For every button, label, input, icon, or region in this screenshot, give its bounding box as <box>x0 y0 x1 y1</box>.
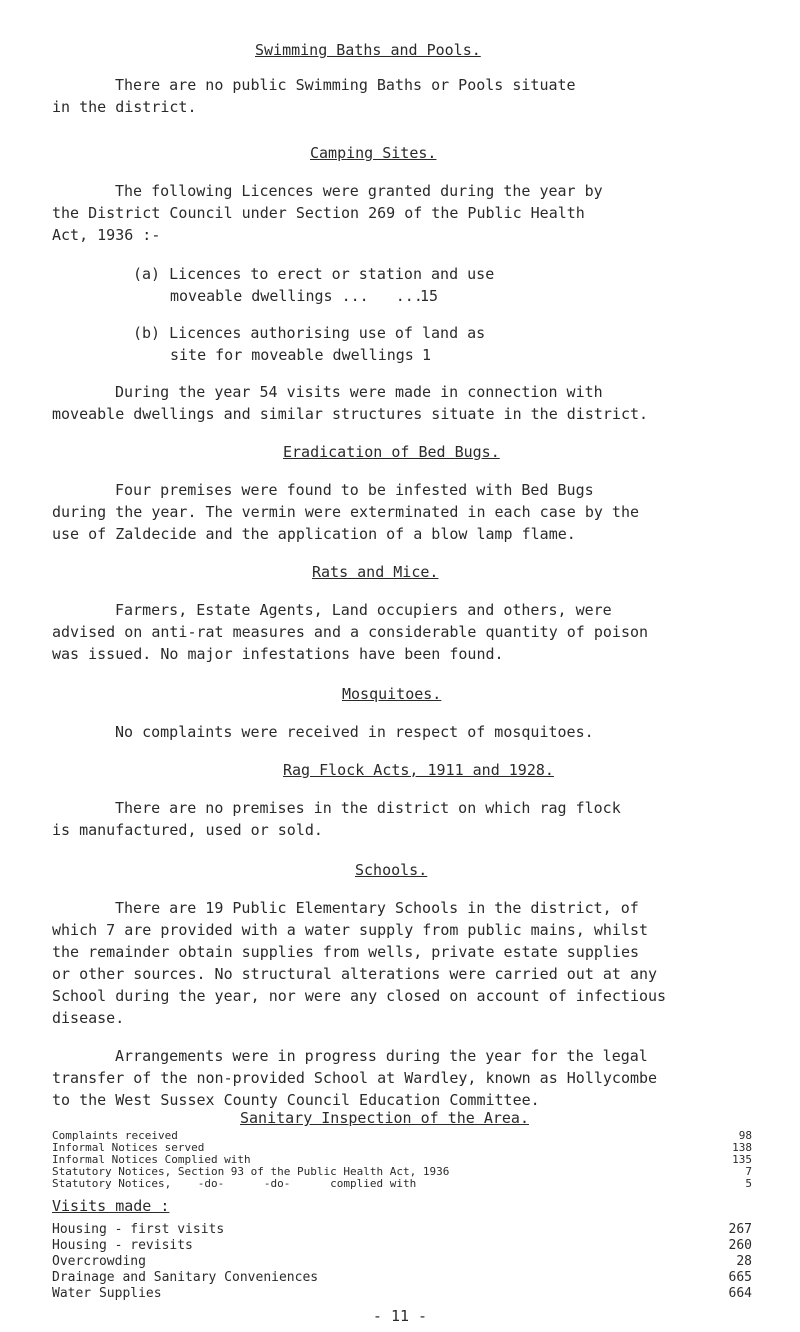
sanitary-row-label: Informal Notices served <box>52 1141 205 1154</box>
schools-line: disease. <box>52 1009 125 1027</box>
visits-row-label: Housing - revisits <box>52 1238 193 1253</box>
camping-item-a: (a) Licences to erect or station and use <box>133 265 495 283</box>
visits-row-value: 28 <box>736 1254 752 1269</box>
swimming-line: There are no public Swimming Baths or Pools situate <box>115 76 576 94</box>
visits-row-label: Drainage and Sanitary Conveniences <box>52 1270 319 1285</box>
mosquitoes-line: No complaints were received in respect of mosquitoes. <box>115 723 594 741</box>
sanitary-row-label: Statutory Notices, -do- -do- complied with <box>52 1177 417 1190</box>
camping-item-b: (b) Licences authorising use of land as <box>133 324 486 342</box>
schools-arrangement-line: Arrangements were in progress during the year for the legal <box>115 1047 648 1065</box>
schools-line: or other sources. No structural alterations were carried out at any <box>52 965 658 983</box>
schools-line: which 7 are provided with a water supply from public mains, whilst <box>52 921 649 939</box>
swimming-heading: Swimming Baths and Pools. <box>255 41 481 59</box>
sanitary-row-label: Statutory Notices, Section 93 of the Public Health Act, 1936 <box>52 1165 450 1178</box>
schools-line: School during the year, nor were any closed on account of infectious <box>52 987 667 1005</box>
ragflock-line: There are no premises in the district on which rag flock <box>115 799 621 817</box>
camping-heading: Camping Sites. <box>310 144 437 162</box>
ragflock-line: is manufactured, used or sold. <box>52 821 323 839</box>
visits-row-label: Housing - first visits <box>52 1222 225 1237</box>
camping-item-a-value: 15 <box>420 287 439 305</box>
page-number: - 11 - <box>372 1307 428 1325</box>
rats-line: Farmers, Estate Agents, Land occupiers and others, were <box>115 601 612 619</box>
camping-para-line: Act, 1936 :- <box>52 226 161 244</box>
rats-line: advised on anti-rat measures and a considerable quantity of poison <box>52 623 649 641</box>
schools-arrangement-line: to the West Sussex County Council Education Committee. <box>52 1091 540 1109</box>
schools-line: There are 19 Public Elementary Schools in the district, of <box>115 899 639 917</box>
camping-visits-line: During the year 54 visits were made in connection with <box>115 383 603 401</box>
schools-heading: Schools. <box>355 861 428 879</box>
visits-heading: Visits made : <box>52 1197 170 1215</box>
visits-row-value: 664 <box>728 1286 752 1301</box>
rats-heading: Rats and Mice. <box>312 563 439 581</box>
bedbugs-line: use of Zaldecide and the application of a blow lamp flame. <box>52 525 576 543</box>
rats-line: was issued. No major infestations have been found. <box>52 645 504 663</box>
visits-row-value: 260 <box>728 1238 752 1253</box>
camping-item-a-cont: moveable dwellings ... ... <box>170 287 423 305</box>
bedbugs-heading: Eradication of Bed Bugs. <box>283 443 500 461</box>
schools-arrangement-line: transfer of the non-provided School at Wardley, known as Hollycombe <box>52 1069 658 1087</box>
bedbugs-line: Four premises were found to be infested with Bed Bugs <box>115 481 594 499</box>
mosquitoes-heading: Mosquitoes. <box>342 685 442 703</box>
schools-line: the remainder obtain supplies from wells, private estate supplies <box>52 943 639 961</box>
visits-row-label: Overcrowding <box>52 1254 146 1269</box>
sanitary-row-value: 98 <box>738 1129 752 1142</box>
camping-item-b-cont: site for moveable dwellings <box>170 346 414 364</box>
camping-visits-line: moveable dwellings and similar structures situate in the district. <box>52 405 649 423</box>
sanitary-row-value: 138 <box>732 1141 752 1154</box>
sanitary-row-value: 135 <box>732 1153 752 1166</box>
bedbugs-line: during the year. The vermin were exterminated in each case by the <box>52 503 639 521</box>
ragflock-heading: Rag Flock Acts, 1911 and 1928. <box>283 761 554 779</box>
swimming-line: in the district. <box>52 98 197 116</box>
visits-row-value: 665 <box>728 1270 752 1285</box>
sanitary-row-value: 5 <box>745 1177 752 1190</box>
camping-item-b-value: 1 <box>422 346 432 364</box>
sanitary-heading: Sanitary Inspection of the Area. <box>240 1109 529 1127</box>
camping-para-line: the District Council under Section 269 of the Public Health <box>52 204 585 222</box>
visits-row-label: Water Supplies <box>52 1286 162 1301</box>
sanitary-row-label: Informal Notices Complied with <box>52 1153 251 1166</box>
sanitary-row-label: Complaints received <box>52 1129 178 1142</box>
camping-para-line: The following Licences were granted during the year by <box>115 182 603 200</box>
sanitary-row-value: 7 <box>745 1165 752 1178</box>
visits-row-value: 267 <box>728 1222 752 1237</box>
